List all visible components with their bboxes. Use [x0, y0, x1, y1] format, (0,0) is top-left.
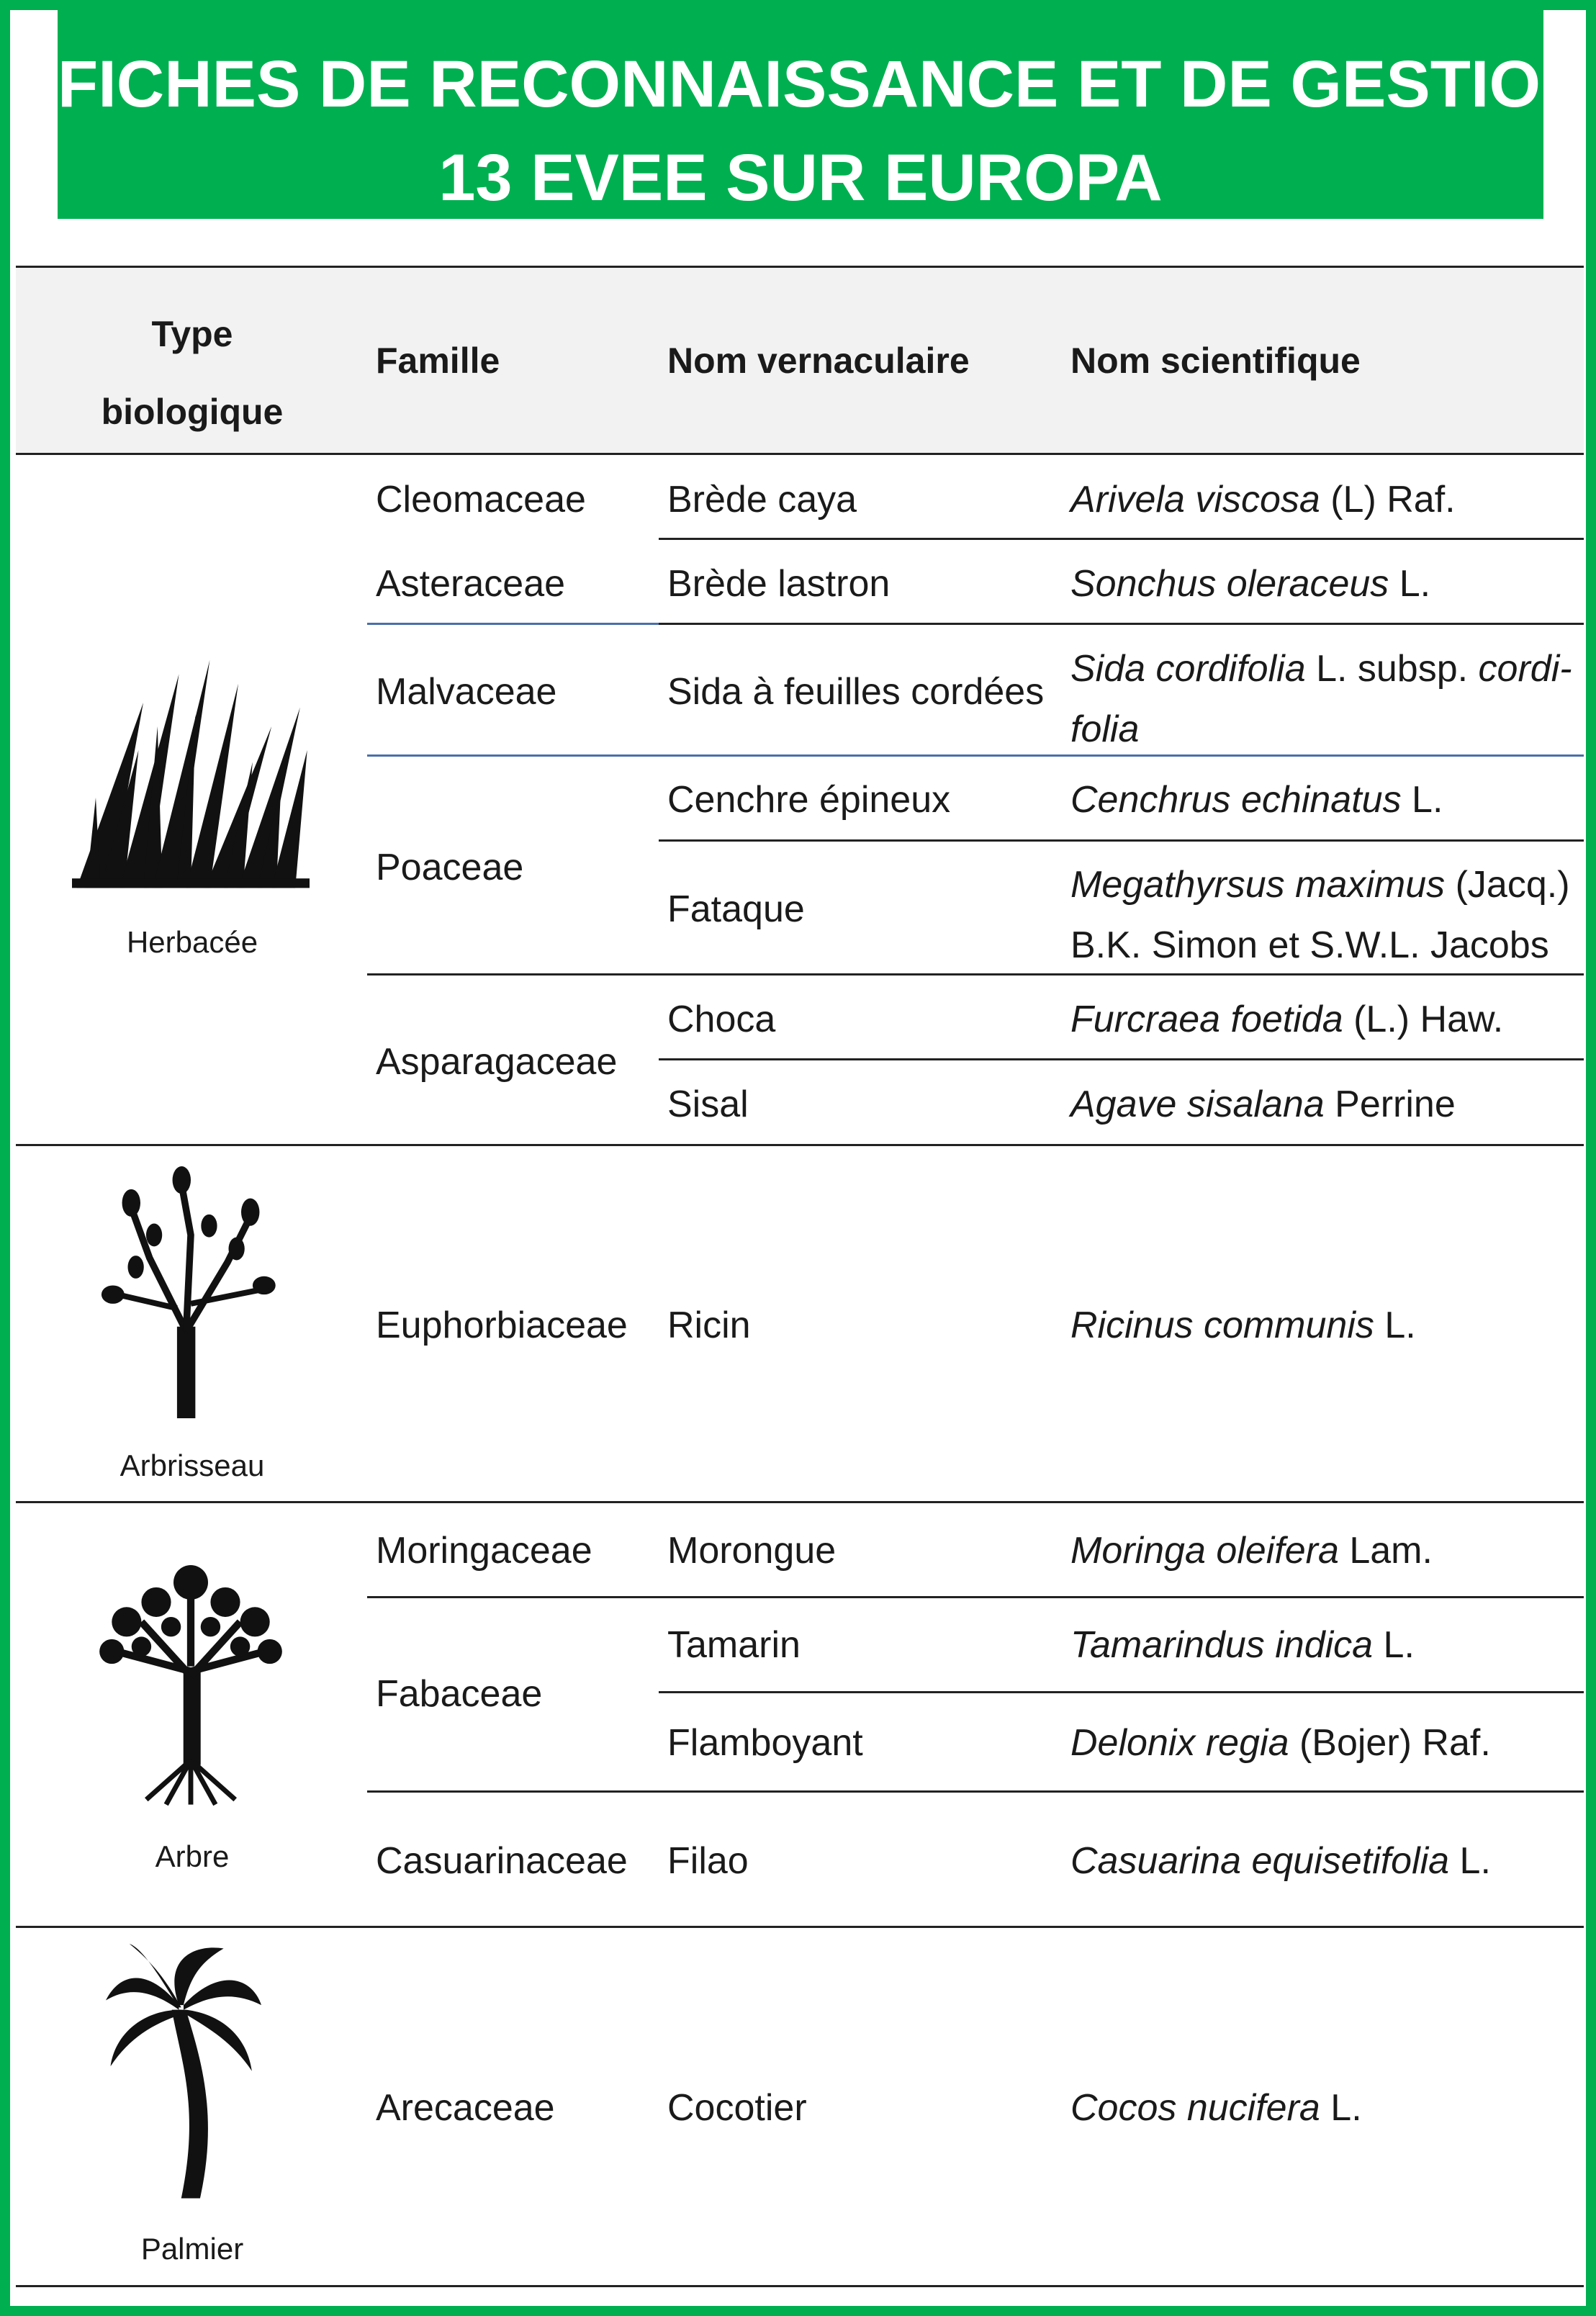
sci-name: Furcraea foetida — [1070, 999, 1343, 1040]
header-famille: Famille — [376, 341, 500, 381]
nom-vernaculaire-cell: Brède lastron — [667, 563, 891, 605]
sci-subspecies: cordi- — [1478, 648, 1572, 690]
sci-author: Lam. — [1338, 1530, 1433, 1572]
nom-scientifique-cell — [1070, 562, 1430, 606]
nom-vernaculaire-cell: Cenchre épineux — [667, 779, 951, 821]
nom-vernaculaire-cell: Tamarin — [667, 1624, 801, 1666]
sci-name: Tamarindus indica — [1070, 1624, 1374, 1666]
shrub-silhouette-icon — [97, 1166, 284, 1418]
famille-cell: Euphorbiaceae — [376, 1305, 628, 1346]
sci-subspecies-cont: folia — [1070, 708, 1140, 750]
nom-scientifique-cell — [1070, 778, 1443, 822]
nom-scientifique-cell — [1070, 1623, 1415, 1667]
sci-name: Sida cordifolia — [1070, 648, 1306, 690]
row-rule — [659, 839, 1584, 842]
sci-name: Arivela viscosa — [1070, 479, 1320, 521]
nom-vernaculaire-cell: Morongue — [667, 1530, 837, 1572]
famille-cell: Asteraceae — [376, 563, 566, 605]
row-rule — [367, 1790, 1584, 1793]
nom-scientifique-cell — [1070, 639, 1572, 760]
sci-name: Ricinus communis — [1070, 1305, 1374, 1346]
nom-scientifique-cell — [1070, 477, 1456, 522]
row-rule — [659, 623, 1584, 625]
sci-name: Megathyrsus maximus — [1070, 864, 1446, 906]
header-type-line-2: biologique — [101, 392, 284, 432]
famille-cell: Asparagaceae — [376, 1041, 618, 1083]
nom-vernaculaire-cell: Fataque — [667, 888, 805, 930]
sci-name: Cenchrus echinatus — [1070, 779, 1402, 821]
header-bottom-rule — [16, 453, 1584, 455]
nom-vernaculaire-cell: Brède caya — [667, 479, 857, 521]
title-banner — [58, 10, 1589, 219]
nom-vernaculaire-cell: Filao — [667, 1840, 749, 1882]
title-line-1: FICHES DE RECONNAISSANCE ET DE GESTION — [58, 48, 1589, 121]
sci-author: Perrine — [1324, 1083, 1456, 1125]
famille-cell: Malvaceae — [376, 671, 557, 713]
header-nom-vernaculaire: Nom vernaculaire — [667, 341, 970, 381]
sci-author: L. — [1449, 1840, 1491, 1882]
tree-silhouette-icon — [90, 1548, 292, 1807]
nom-scientifique-cell — [1070, 997, 1503, 1042]
type-caption-arbrisseau: Arbrisseau — [120, 1448, 265, 1482]
sci-name: Casuarina equisetifolia — [1070, 1840, 1450, 1882]
nom-vernaculaire-cell: Flamboyant — [667, 1722, 863, 1764]
sci-author: (L.) Haw. — [1343, 999, 1504, 1040]
group-rule — [16, 1926, 1584, 1928]
type-caption-herbacee: Herbacée — [126, 925, 258, 959]
header-type-biologique — [16, 295, 369, 451]
nom-scientifique-cell — [1070, 1303, 1416, 1348]
sci-author: L. — [1374, 1305, 1416, 1346]
nom-vernaculaire-cell: Sida à feuilles cordées — [667, 671, 1045, 713]
famille-cell: Arecaceae — [376, 2087, 555, 2129]
row-rule — [367, 1596, 1584, 1598]
nom-scientifique-cell — [1070, 1839, 1491, 1883]
sci-author-cont: B.K. Simon et S.W.L. Jacobs — [1070, 924, 1549, 966]
sci-author: L. — [1389, 563, 1431, 605]
group-rule — [16, 1501, 1584, 1503]
header-nom-scientifique: Nom scientifique — [1070, 341, 1361, 381]
sci-author: (Jacq.) — [1445, 864, 1570, 906]
famille-cell: Casuarinaceae — [376, 1840, 628, 1882]
header-type-line-1: Type — [151, 314, 233, 354]
nom-scientifique-cell — [1070, 1082, 1456, 1127]
sci-author: L. — [1401, 779, 1443, 821]
nom-scientifique-cell — [1070, 1528, 1433, 1573]
row-rule — [659, 1058, 1584, 1060]
sci-name: Agave sisalana — [1070, 1083, 1325, 1125]
sci-name: Cocos nucifera — [1070, 2087, 1320, 2129]
nom-vernaculaire-cell: Cocotier — [667, 2087, 807, 2129]
row-rule — [659, 538, 1584, 540]
nom-scientifique-cell — [1070, 1721, 1491, 1765]
grass-silhouette-icon — [72, 655, 310, 893]
sci-author: (L) Raf. — [1320, 479, 1456, 521]
row-rule — [367, 623, 659, 625]
table-bottom-rule — [16, 2285, 1584, 2287]
sci-author: L. — [1320, 2087, 1362, 2129]
sci-name: Sonchus oleraceus — [1070, 563, 1389, 605]
palm-tree-silhouette-icon — [101, 1944, 266, 2203]
nom-scientifique-cell — [1070, 855, 1570, 975]
nom-vernaculaire-cell: Sisal — [667, 1083, 749, 1125]
row-rule — [659, 1691, 1584, 1693]
sci-name: Moringa oleifera — [1070, 1530, 1339, 1572]
group-rule — [16, 1144, 1584, 1146]
nom-vernaculaire-cell: Ricin — [667, 1305, 751, 1346]
famille-cell: Cleomaceae — [376, 479, 586, 521]
nom-vernaculaire-cell: Choca — [667, 999, 776, 1040]
sci-author: L. — [1373, 1624, 1415, 1666]
famille-cell: Fabaceae — [376, 1673, 543, 1715]
famille-cell: Poaceae — [376, 847, 524, 888]
table-top-rule — [16, 266, 1584, 268]
sci-author: (Bojer) Raf. — [1289, 1722, 1491, 1764]
sci-author: L. subsp. — [1305, 648, 1479, 690]
sci-name: Delonix regia — [1070, 1722, 1289, 1764]
nom-scientifique-cell — [1070, 2086, 1362, 2130]
type-caption-palmier: Palmier — [140, 2232, 244, 2266]
type-caption-arbre: Arbre — [155, 1839, 230, 1873]
title-line-2: 13 EVEE SUR EUROPA — [438, 141, 1163, 215]
famille-cell: Moringaceae — [376, 1530, 592, 1572]
